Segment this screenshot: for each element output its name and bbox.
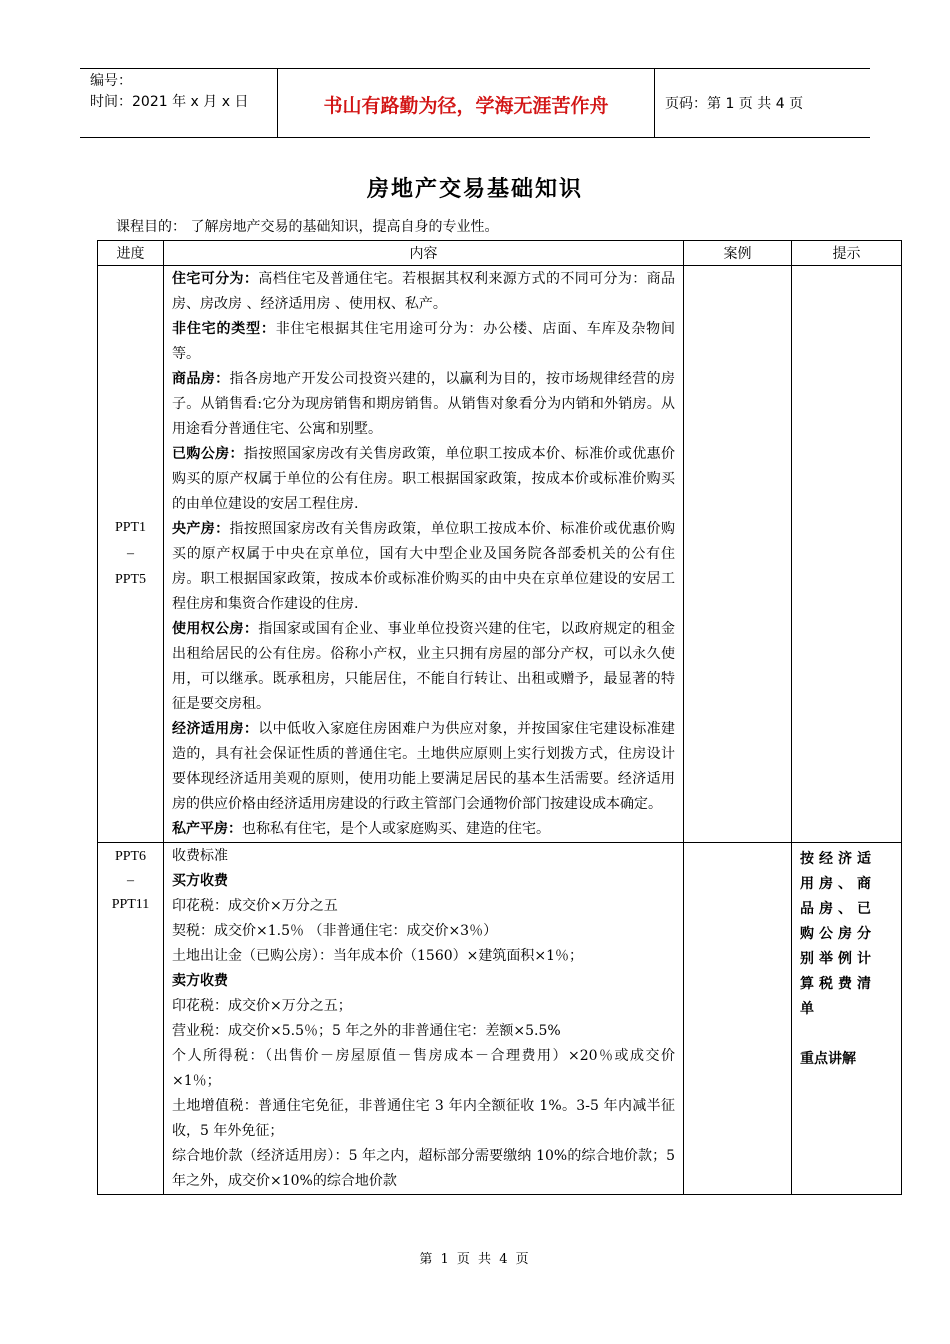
page-header [80, 68, 870, 138]
page-footer: 第 1 页 共 4 页 [419, 1252, 531, 1267]
header-progress: 进度 [98, 241, 164, 266]
document-title: 房地产交易基础知识 [366, 177, 583, 202]
definition-item: 已购公房：指按照国家房改有关售房政策，单位职工按成本价、标准价或优惠价购买的原产权属于单位的公有住房。职工根据国家政策，按成本价或标准价购买的由单位建设的安居工程住房. [172, 446, 676, 512]
tip-cell [792, 266, 902, 843]
content-table [97, 240, 902, 1195]
definition-item: 非住宅的类型：非住宅根据其住宅用途可分为：办公楼、店面、车库及杂物间等。 [172, 321, 676, 362]
fee-line: 土地增值税：普通住宅免征，非普通住宅 3 年内全额征收 1%。3-5 年内减半征收，5 年外免征； [172, 1098, 675, 1139]
definition-item: 经济适用房：以中低收入家庭住房困难户为供应对象，并按国家住宅建设标准建造的，具有社会保证性质的普通住宅。土地供应原则上实行划拨方式，住房设计要体现经济适用美观的原则，使用功能上要满足居民的基本生活需要。经济适用房的供应价格由经济适用房建设的行政主管部门会通物价部门按建设成本确定。 [172, 721, 676, 812]
content-cell [164, 843, 684, 1195]
table-row [98, 266, 902, 843]
definition-item: 住宅可分为：高档住宅及普通住宅。若根据其权利来源方式的不同可分为：商品房、房改房 、经济适用房 、使用权、私产。 [172, 271, 676, 312]
definition-item: 使用权公房：指国家或国有企业、事业单位投资兴建的住宅，以政府规定的租金出租给居民的公有住房。俗称小产权，业主只拥有房屋的部分产权，可以永久使用，可以继承。既承租房，只能居住，不能自行转让、出租或赠予，最显著的特征是要交房租。 [172, 621, 676, 712]
case-cell [684, 843, 792, 1195]
header-content: 内容 [164, 241, 684, 266]
fee-line: 契税：成交价×1.5％ （非普通住宅：成交价×3％） [172, 923, 498, 939]
tip-key: 重点讲解 [800, 1051, 856, 1067]
fee-line: 个人所得税：（出售价－房屋原值－售房成本－合理费用）×20％或成交价×1％； [172, 1048, 675, 1089]
header-case: 案例 [684, 241, 792, 266]
table-row [98, 843, 902, 1195]
fee-heading: 买方收费 [172, 873, 228, 889]
header-meta [80, 69, 278, 137]
case-cell [684, 266, 792, 843]
number-label: 编号： [90, 73, 132, 89]
tip-cell [792, 843, 902, 1195]
definition-item: 商品房：指各房地产开发公司投资兴建的，以赢利为目的，按市场规律经营的房子。从销售看:它分为现房销售和期房销售。从销售对象看分为内销和外销房。从用途看分普通住宅、公寓和别墅。 [172, 371, 675, 437]
tip-text: 按经济适用房、商品房、已购公房分别举例计算税费清单 [800, 851, 876, 1017]
content-cell [164, 266, 684, 843]
definition-item: 私产平房：也称私有住宅，是个人或家庭购买、建造的住宅。 [172, 821, 550, 837]
fee-line: 收费标准 [172, 848, 228, 864]
page-info: 页码：第 1 页 共 4 页 [665, 96, 804, 112]
fee-line: 印花税：成交价×万分之五 [172, 898, 338, 914]
definition-item: 央产房：指按照国家房改有关售房政策，单位职工按成本价、标准价或优惠价购买的原产权属于中央在京单位，国有大中型企业及国务院各部委机关的公有住房。职工根据国家政策，按成本价或标准价购买的由中央在京单位建设的安居工程住房和集资合作建设的住房. [172, 521, 675, 612]
header-tip: 提示 [792, 241, 902, 266]
fee-line: 土地出让金（已购公房）：当年成本价（1560）×建筑面积×1％； [172, 948, 583, 964]
course-purpose: 课程目的： 了解房地产交易的基础知识，提高自身的专业性。 [116, 219, 499, 235]
fee-heading: 卖方收费 [172, 973, 228, 989]
fee-line: 营业税：成交价×5.5％；5 年之外的非普通住宅：差额×5.5% [172, 1023, 561, 1039]
progress-cell: PPT6 – PPT11 [98, 843, 164, 1195]
time-label: 时间：2021 年 x 月 x 日 [90, 94, 249, 110]
table-header-row [98, 241, 902, 266]
fee-line: 印花税：成交价×万分之五； [172, 998, 352, 1014]
header-motto-cell [278, 69, 655, 137]
fee-line: 综合地价款（经济适用房）：5 年之内，超标部分需要缴纳 10%的综合地价款；5 年之外，成交价×10%的综合地价款 [172, 1148, 675, 1189]
progress-cell: PPT1 – PPT5 [98, 266, 164, 843]
motto: 书山有路勤为径，学海无涯苦作舟 [323, 95, 609, 117]
